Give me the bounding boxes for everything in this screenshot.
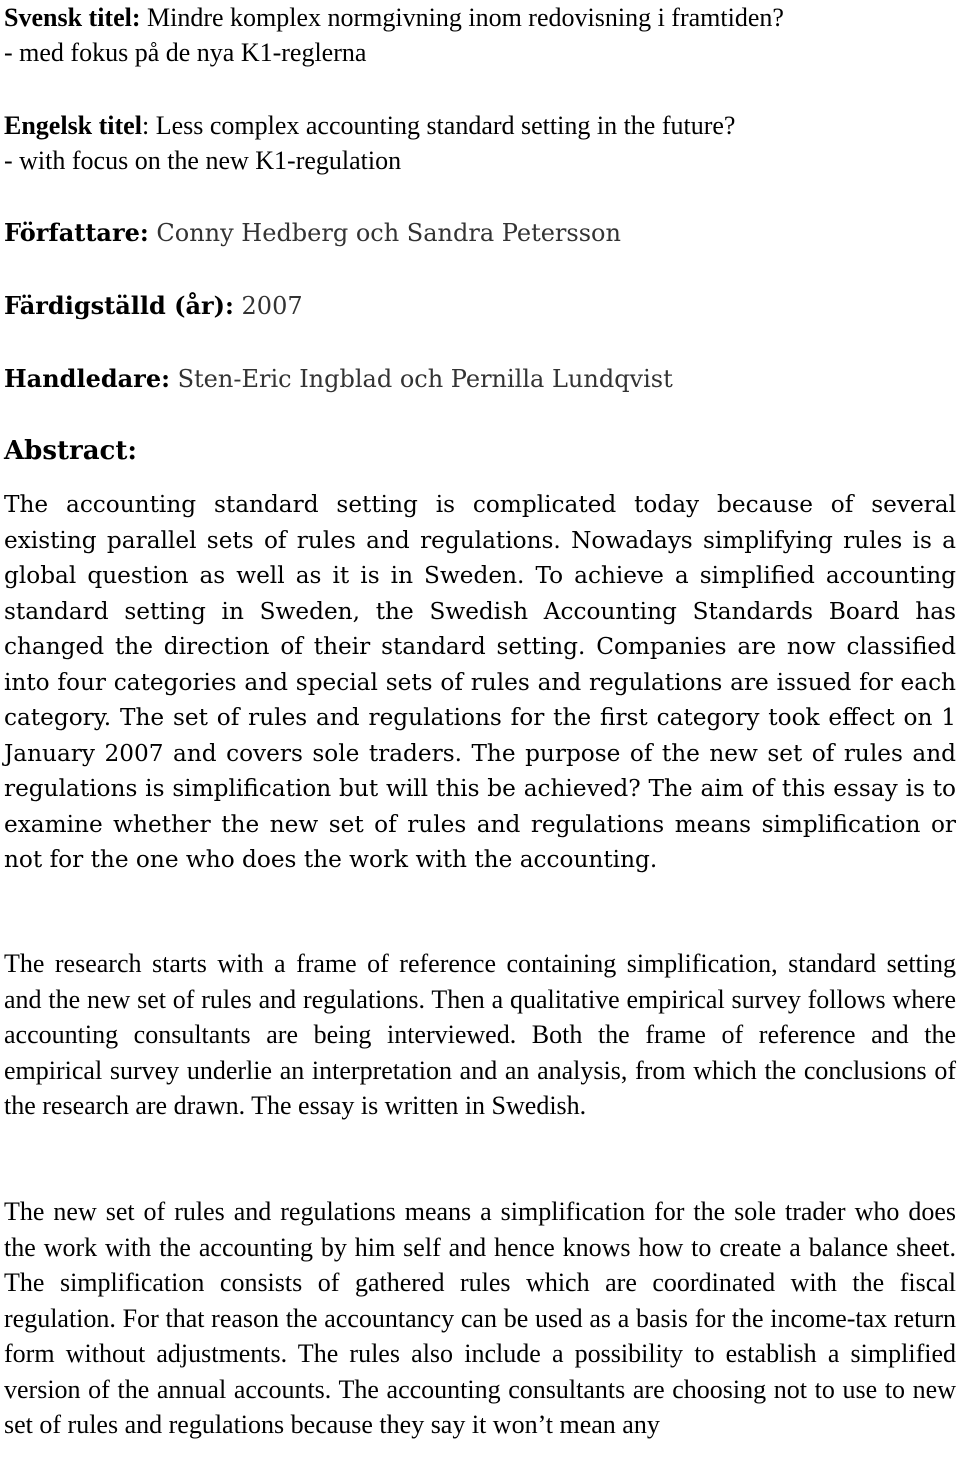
abstract-heading: Abstract: (4, 436, 137, 466)
swedish-title-line (4, 0, 784, 35)
completed-year: 2007 (241, 292, 303, 320)
supervisors-label: Handledare: (4, 364, 170, 393)
supervisors: Sten-Eric Ingblad och Pernilla Lundqvist (177, 365, 673, 393)
english-title-block (4, 108, 735, 178)
swedish-title-label: Svensk titel: (4, 3, 141, 32)
english-title-line (4, 108, 735, 143)
swedish-title-block (4, 0, 784, 70)
english-title: Less complex accounting standard setting in the future? (155, 111, 736, 140)
abstract-paragraph: The new set of rules and regulations means a simplification for the sole trader who does the work with the accounting by him self and hence knows how to create a balance sheet. The simplification consists of gathered rules which are coordinated with the fiscal regulation. For that reason the accountancy can be used as a basis for the income-tax return form without adjustments. The rules also include a possibility to establish a simplified version of the annual accounts. The accounting consultants are choosing not to use to new set of rules and regulations because they say it won’t mean any (4, 1197, 956, 1439)
english-subtitle: - with focus on the new K1-regulation (4, 146, 402, 175)
completed-label: Färdigställd (år): (4, 291, 234, 320)
swedish-title: Mindre komplex normgivning inom redovisning i framtiden? (147, 3, 784, 32)
english-title-label: Engelsk titel (4, 111, 142, 140)
supervisors-line (4, 361, 673, 397)
authors-label: Författare: (4, 218, 149, 247)
abstract-paragraph: The accounting standard setting is complicated today because of several existing parallel sets of rules and regulations. Nowadays simplifying rules is a global question as well as it is in Sweden. To achieve a simplified accounting standard setting in Sweden, the Swedish Accounting Standards Board has changed the direction of their standard setting. Companies are now classified into four categories and special sets of rules and regulations are issued for each category. The set of rules and regulations for the first category took effect on 1 January 2007 and covers sole traders. The purpose of the new set of rules and regulations is simplification but will this be achieved? The aim of this essay is to examine whether the new set of rules and regulations means simplification or not for the one who does the work with the accounting. (4, 491, 956, 873)
english-title-colon: : (141, 111, 150, 140)
authors: Conny Hedberg och Sandra Petersson (156, 219, 621, 247)
completed-line (4, 288, 303, 324)
abstract-paragraph: The research starts with a frame of reference containing simplification, standard setting and the new set of rules and regulations. Then a qualitative empirical survey follows where accounting consultants are being interviewed. Both the frame of reference and the empirical survey underlie an interpretation and an analysis, from which the conclusions of the research are drawn. The essay is written in Swedish. (4, 949, 956, 1120)
authors-line (4, 215, 621, 251)
swedish-subtitle: - med fokus på de nya K1-reglerna (4, 38, 367, 67)
